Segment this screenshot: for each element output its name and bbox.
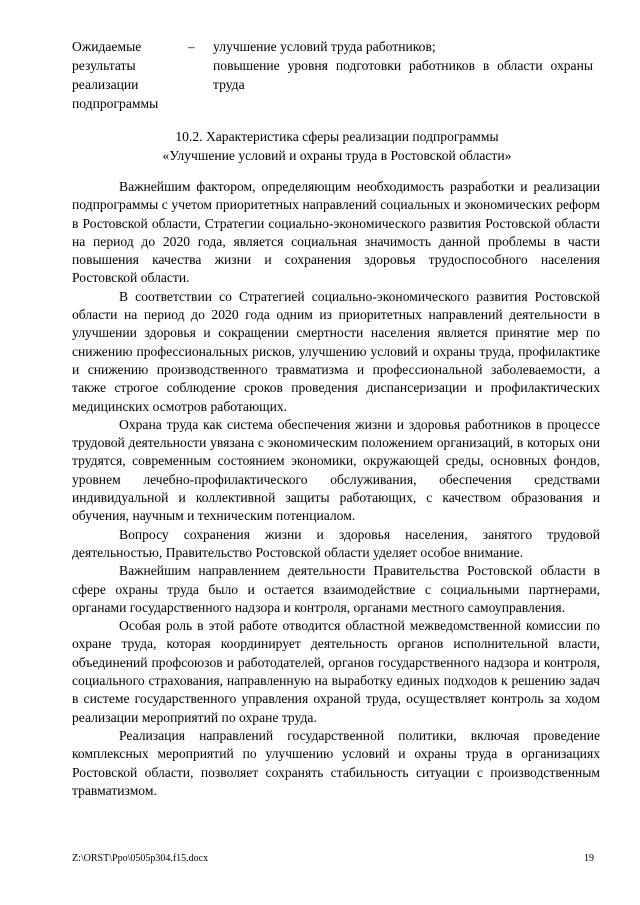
label-line: Ожидаемые bbox=[72, 39, 142, 54]
paragraph: Охрана труда как система обеспечения жизни и здоровья работников в процессе трудовой деятельности увязана с экономическим положением организаций, в которых они трудятся, современным состоянием экономики, окружающей среды, основных фондов, уровнем лечебно-профилактического обслуживания, обеспечения средствами индивидуальной и коллективной защиты работающих, с качеством образования и обучения, научным и техническим потенциалом. bbox=[72, 416, 600, 524]
label-line: подпрограммы bbox=[72, 96, 159, 111]
paragraph: Важнейшим фактором, определяющим необходимость разработки и реализации подпрограммы с учетом приоритетных направлений социальных и экономических реформ в Ростовской области, Стратегии социально-экономического развития Ростовской области на период до 2020 года, является социальная значимость данной проблемы в части повышения качества жизни и сохранения здоровья трудоспособного населения Ростовской области. bbox=[72, 179, 600, 286]
paragraph: В соответствии со Стратегией социально-экономического развития Ростовской области на период до 2020 года одним из приоритетных направлений деятельности в улучшении здоровья и сокращении смертности населения является принятие мер по снижению профессиональных рисков, улучшению условий и охраны труда, профилактике и снижению производственного травматизма и профессиональной заболеваемости, а также строгое соблюдение сроков проведения диспансеризации и профилактических медицинских осмотров работающих. bbox=[72, 288, 600, 414]
paragraph: Важнейшим направлением деятельности Правительства Ростовской области в сфере охраны труда было и остается взаимодействие с социальными партнерами, органами государственного надзора и контроля, органами местного самоуправления. bbox=[72, 563, 600, 615]
paragraph: Особая роль в этой работе отводится областной межведомственной комиссии по охране труда, которая координирует деятельность органов исполнительной власти, объединений профсоюзов и работодателей, органов государственного надзора и контроля, социального страхования, направленную на выработку единых подходов к решению задач в системе государственного управления охраной труда, осуществляет контроль за ходом реализации мероприятий по охране труда. bbox=[72, 618, 600, 725]
section-heading bbox=[72, 127, 602, 165]
body-text bbox=[72, 178, 600, 800]
label-line: результаты bbox=[72, 58, 136, 73]
paragraph: Вопросу сохранения жизни и здоровья населения, занятого трудовой деятельностью, Правительство Ростовской области уделяет особое внимание. bbox=[72, 526, 600, 560]
expected-results-items bbox=[213, 37, 593, 94]
paragraph: Реализация направлений государственной политики, включая проведение комплексных мероприятий по улучшению условий и охраны труда в организациях Ростовской области, позволяет сохранять стабильность ситуации с производственным травматизмом. bbox=[72, 727, 600, 798]
results-dash: – bbox=[188, 39, 195, 54]
footer-file-path: Z:\ORST\Ppo\0505p304.f15.docx bbox=[72, 853, 209, 864]
label-line: реализации bbox=[72, 77, 139, 92]
section-title-line1: 10.2. Характеристика сферы реализации подпрограммы bbox=[175, 129, 499, 144]
result-item: улучшение условий труда работников; bbox=[213, 39, 436, 54]
page-number: 19 bbox=[584, 853, 594, 864]
expected-results-label bbox=[72, 37, 182, 113]
result-item: повышение уровня подготовки работников в области охраны труда bbox=[213, 58, 593, 92]
section-title-line2: «Улучшение условий и охраны труда в Ростовской области» bbox=[162, 148, 512, 163]
